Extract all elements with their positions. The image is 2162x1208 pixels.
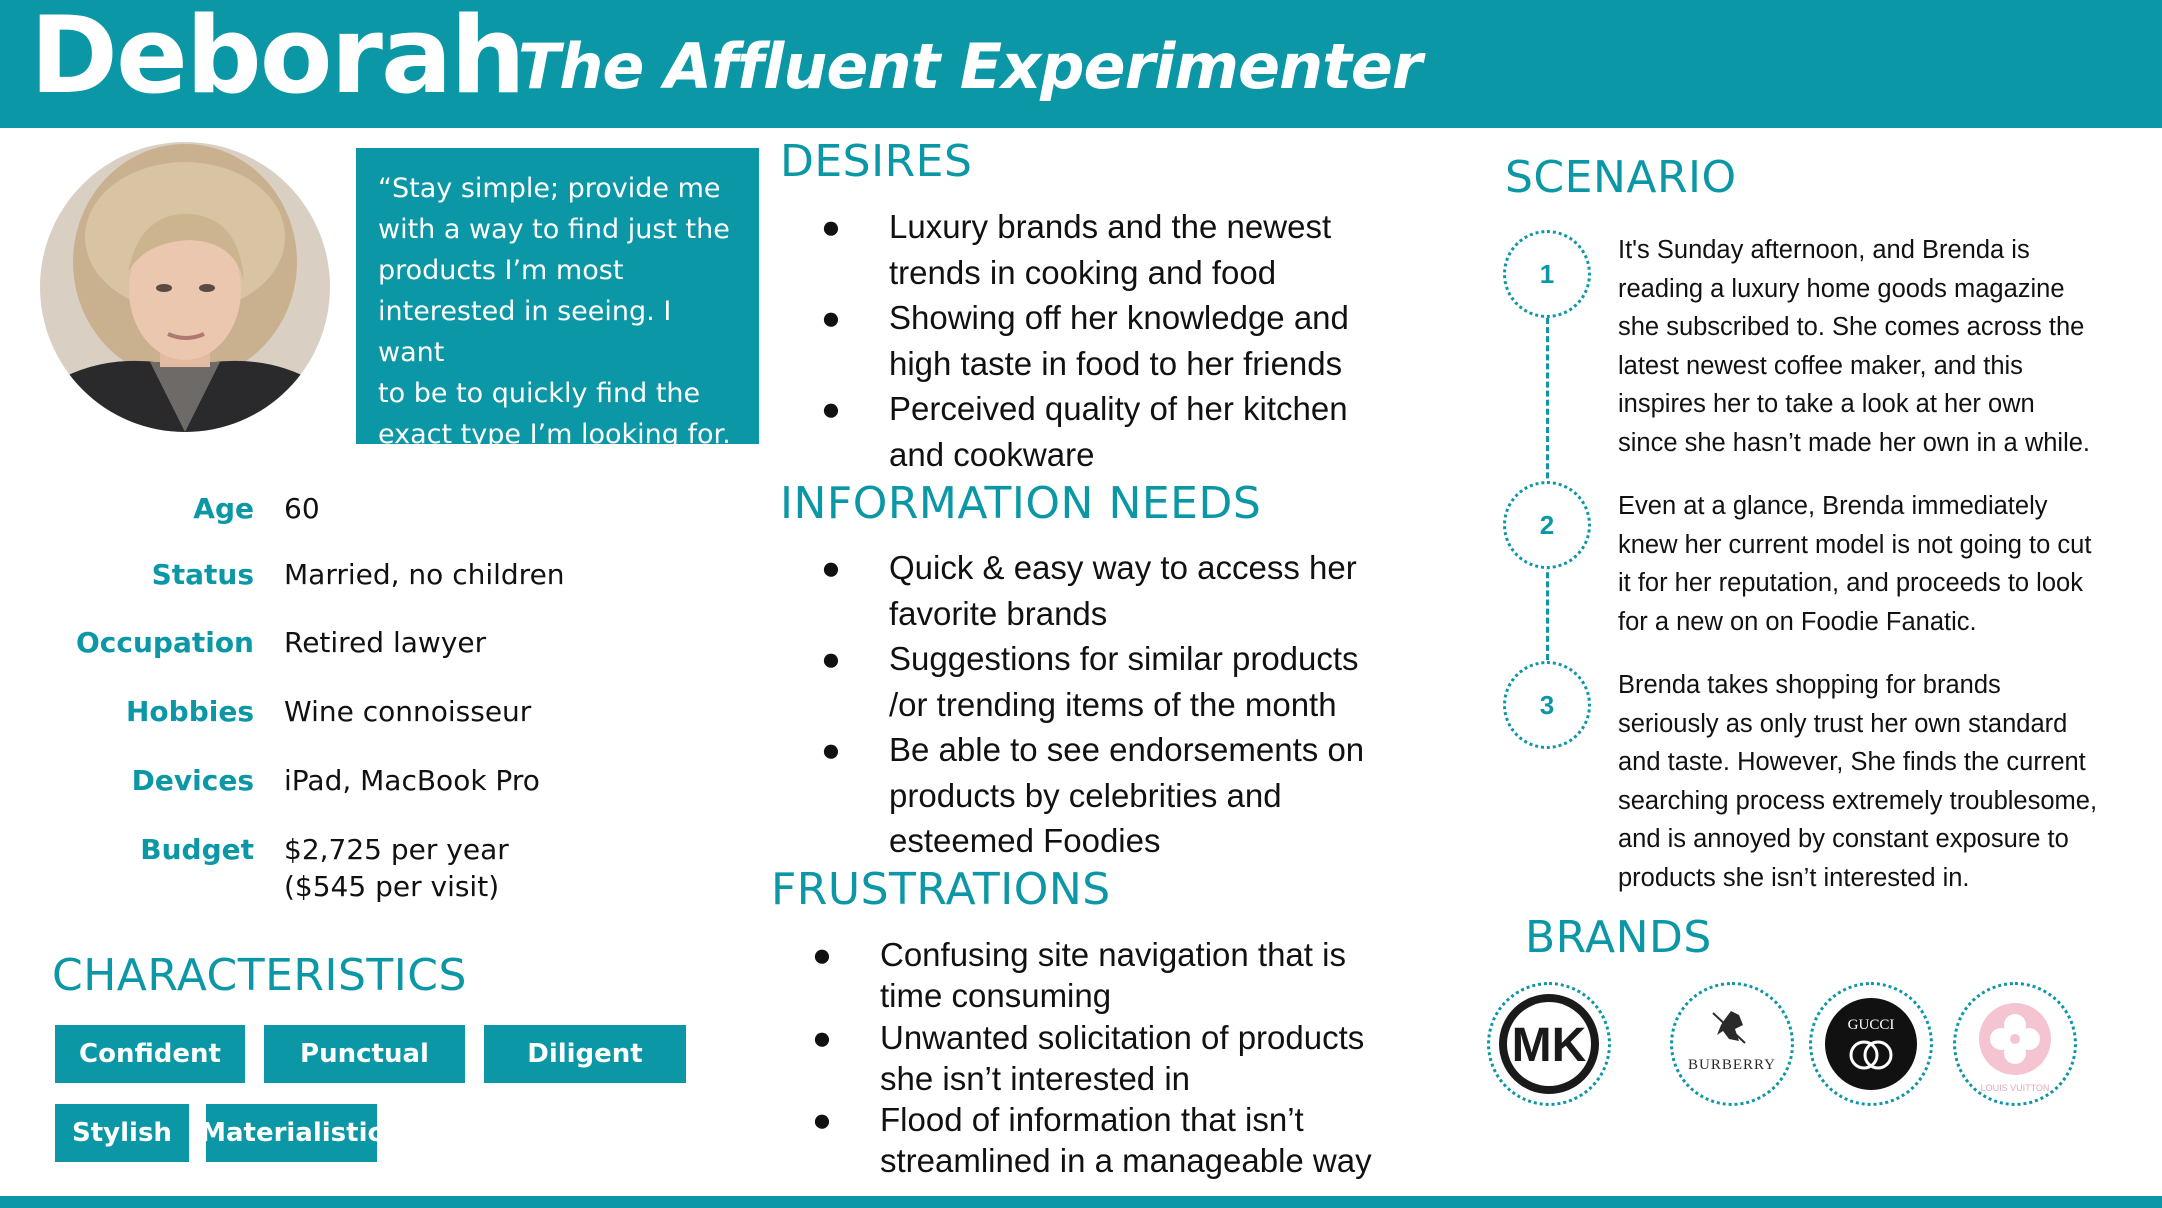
step-number-badge: 2 [1503, 481, 1591, 569]
frustrations-list [812, 934, 1372, 1182]
list-item [821, 545, 1364, 636]
step-line: it for her reputation, and proceeds to look [1618, 569, 2083, 598]
bullet-icon: ● [812, 1018, 832, 1056]
list-item-line: favorite brands [889, 594, 1108, 632]
step-line: products she isn’t interested in. [1618, 863, 1970, 892]
persona-subtitle: The Affluent Experimenter [518, 30, 1422, 103]
step-line: and taste. However, She finds the current [1618, 748, 2086, 777]
list-item [812, 1017, 1372, 1100]
bullet-icon: ● [821, 640, 841, 677]
bullet-icon: ● [812, 1101, 832, 1139]
budget-value-line: ($545 per visit) [284, 870, 500, 903]
list-item-line: Showing off her knowledge and [889, 299, 1349, 336]
louis-vuitton-logo [1953, 982, 2077, 1106]
list-item-line: Perceived quality of her kitchen [889, 390, 1348, 427]
bullet-icon: ● [821, 299, 841, 336]
step-number-badge: 1 [1503, 230, 1591, 318]
burberry-text: BURBERRY [1687, 1057, 1777, 1073]
step-line: Even at a glance, Brenda immediately [1618, 492, 2048, 520]
list-item-line: Unwanted solicitation of products [880, 1018, 1365, 1056]
quote-line: interested in seeing. I want [378, 296, 672, 368]
list-item-line: /or trending items of the month [889, 685, 1337, 723]
scenario-title: SCENARIO [1505, 152, 1737, 203]
persona-quote [356, 148, 759, 491]
characteristics-title: CHARACTERISTICS [52, 950, 467, 1001]
footer-bar [0, 1196, 2162, 1208]
scenario-step-text [1618, 666, 2148, 898]
list-item [812, 934, 1372, 1017]
list-item-line: streamlined in a manageable way [880, 1142, 1372, 1180]
list-item [821, 295, 1349, 386]
hobbies-value: Wine connoisseur [284, 695, 532, 728]
characteristic-tag: Materialistic [206, 1104, 377, 1162]
gucci-logo [1809, 982, 1933, 1106]
list-item [812, 1099, 1372, 1182]
quote-line: with a way to find just the [378, 214, 730, 245]
bullet-icon: ● [821, 208, 841, 245]
list-item-line: Quick & easy way to access her [889, 549, 1357, 586]
occupation-value: Retired lawyer [284, 626, 487, 659]
devices-label: Devices [131, 764, 254, 797]
desires-list [821, 204, 1349, 477]
quote-line: “Stay simple; provide me [378, 173, 721, 204]
scenario-step-text [1618, 487, 2148, 641]
quote-line: exact type I’m looking for. ” [378, 419, 731, 491]
michael-kors-logo [1487, 982, 1611, 1106]
step-line: searching process extremely troublesome, [1618, 786, 2098, 815]
step-line: inspires her to take a look at her own [1618, 390, 2035, 419]
desires-title: DESIRES [780, 136, 973, 187]
hobbies-label: Hobbies [125, 695, 254, 728]
step-line: knew her current model is not going to cut [1618, 530, 2092, 559]
list-item [821, 386, 1349, 477]
list-item-line: Confusing site navigation that is [880, 936, 1346, 973]
list-item-line: products by celebrities and [889, 776, 1282, 814]
characteristic-tag: Punctual [264, 1025, 465, 1083]
lv-text: LOUIS VUITTON [1980, 1083, 2050, 1093]
status-label: Status [151, 558, 254, 591]
persona-name: Deborah [30, 0, 524, 117]
list-item-line: she isn’t interested in [880, 1059, 1191, 1097]
information-needs-list [821, 545, 1365, 864]
list-item-line: esteemed Foodies [889, 822, 1161, 859]
burberry-logo [1670, 982, 1794, 1106]
frustrations-title: FRUSTRATIONS [771, 864, 1111, 915]
step-line: she subscribed to. She comes across the [1618, 313, 2085, 342]
status-value: Married, no children [284, 558, 565, 591]
characteristic-tag: Confident [55, 1025, 245, 1083]
step-line: since she hasn’t made her own in a while. [1618, 428, 2091, 457]
list-item-line: and cookware [889, 435, 1095, 473]
bullet-icon: ● [821, 549, 841, 586]
list-item-line: trends in cooking and food [889, 253, 1277, 291]
mk-text: MK [1511, 1019, 1587, 1072]
header-bar [0, 0, 2162, 128]
list-item-line: Be able to see endorsements on [889, 731, 1365, 768]
information-needs-title: INFORMATION NEEDS [780, 478, 1262, 529]
occupation-label: Occupation [75, 626, 254, 659]
step-line: Brenda takes shopping for brands [1618, 671, 2001, 699]
age-label: Age [193, 492, 254, 525]
characteristic-tag: Diligent [484, 1025, 686, 1083]
quote-line: to be to quickly find the [378, 378, 701, 409]
list-item-line: Luxury brands and the newest [889, 208, 1332, 245]
step-line: latest newest coffee maker, and this [1618, 351, 2023, 380]
characteristic-tag: Stylish [55, 1104, 189, 1162]
budget-value [284, 831, 509, 905]
list-item-line: Suggestions for similar products [889, 640, 1359, 677]
step-line: It's Sunday afternoon, and Brenda is [1618, 236, 2030, 264]
list-item-line: Flood of information that isn’t [880, 1101, 1304, 1139]
step-line: seriously as only trust her own standard [1618, 709, 2068, 738]
list-item-line: time consuming [880, 977, 1112, 1015]
step-number-badge: 3 [1503, 661, 1591, 749]
persona-photo [40, 142, 330, 432]
bullet-icon: ● [821, 731, 841, 768]
gucci-text: GUCCI [1847, 1017, 1895, 1033]
budget-label: Budget [140, 833, 254, 866]
quote-line: products I’m most [378, 255, 624, 286]
step-line: for a new on on Foodie Fanatic. [1618, 607, 1977, 636]
list-item [821, 204, 1349, 295]
scenario-step-text [1618, 231, 2148, 463]
age-value: 60 [284, 492, 320, 525]
step-line: and is annoyed by constant exposure to [1618, 825, 2069, 854]
list-item [821, 636, 1364, 727]
budget-value-line: $2,725 per year [284, 833, 509, 866]
list-item [821, 727, 1365, 864]
devices-value: iPad, MacBook Pro [284, 764, 540, 797]
bullet-icon: ● [821, 390, 841, 427]
bullet-icon: ● [812, 936, 832, 973]
brands-title: BRANDS [1525, 912, 1712, 963]
step-line: reading a luxury home goods magazine [1618, 274, 2065, 303]
list-item-line: high taste in food to her friends [889, 344, 1343, 382]
